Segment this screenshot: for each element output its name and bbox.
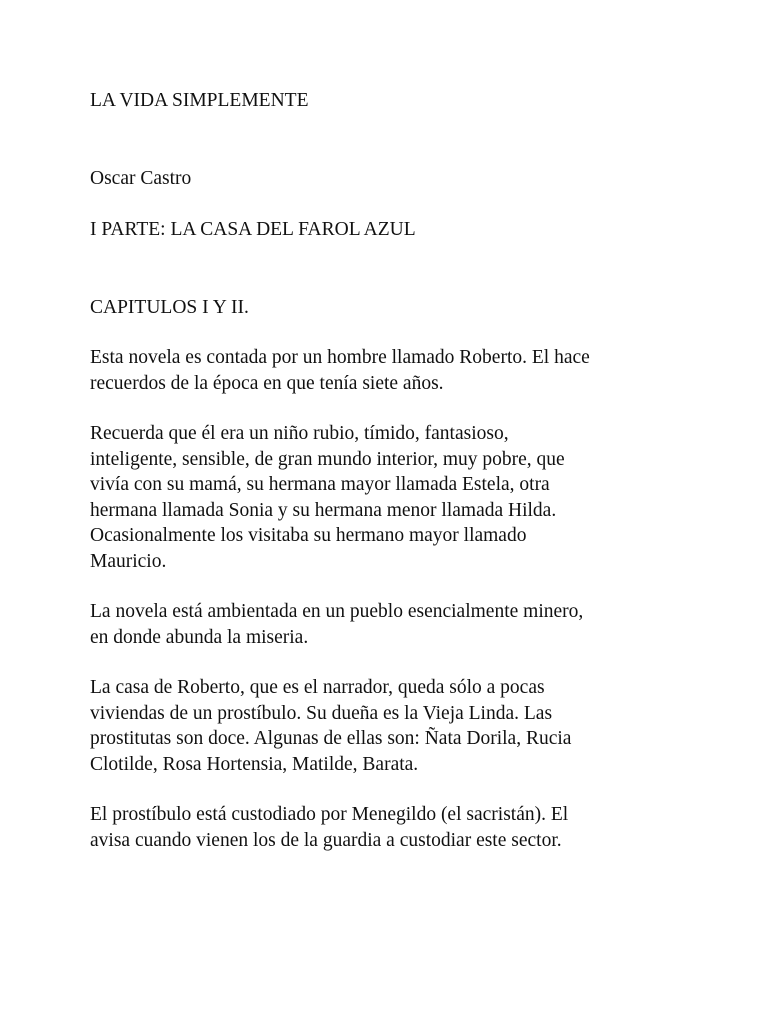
paragraph-line: inteligente, sensible, de gran mundo interior, muy pobre, que bbox=[90, 448, 565, 470]
paragraph-5 bbox=[90, 802, 700, 853]
paragraph-line: hermana llamada Sonia y su hermana menor llamada Hilda. bbox=[90, 499, 557, 521]
paragraph-line: Mauricio. bbox=[90, 550, 167, 572]
part-heading: I PARTE: LA CASA DEL FAROL AZUL bbox=[90, 219, 416, 240]
paragraph-line: Recuerda que él era un niño rubio, tímido, fantasioso, bbox=[90, 423, 509, 444]
paragraph-line: viviendas de un prostíbulo. Su dueña es la Vieja Linda. Las bbox=[90, 702, 553, 724]
paragraph-line: La casa de Roberto, que es el narrador, queda sólo a pocas bbox=[90, 677, 545, 698]
paragraph-line: prostitutas son doce. Algunas de ellas son: Ñata Dorila, Rucia bbox=[90, 728, 572, 749]
paragraph-line: Ocasionalmente los visitaba su hermano mayor llamado bbox=[90, 525, 527, 546]
document-title: LA VIDA SIMPLEMENTE bbox=[90, 90, 309, 111]
paragraph-3 bbox=[90, 599, 700, 650]
paragraph-line: recuerdos de la época en que tenía siete años. bbox=[90, 372, 444, 394]
paragraph-line: Esta novela es contada por un hombre llamado Roberto. El hace bbox=[90, 347, 590, 368]
author-name: Oscar Castro bbox=[90, 167, 192, 189]
chapter-heading: CAPITULOS I Y II. bbox=[90, 296, 249, 318]
paragraph-line: El prostíbulo está custodiado por Menegildo (el sacristán). El bbox=[90, 804, 569, 825]
paragraph-line: en donde abunda la miseria. bbox=[90, 626, 309, 648]
document-page bbox=[90, 88, 700, 853]
paragraph-line: vivía con su mamá, su hermana mayor llamada Estela, otra bbox=[90, 474, 550, 495]
paragraph-4 bbox=[90, 675, 700, 777]
paragraph-line: Clotilde, Rosa Hortensia, Matilde, Barata. bbox=[90, 753, 419, 775]
paragraph-line: La novela está ambientada en un pueblo esencialmente minero, bbox=[90, 601, 584, 622]
paragraph-1 bbox=[90, 345, 700, 396]
paragraph-2 bbox=[90, 421, 700, 574]
paragraph-line: avisa cuando vienen los de la guardia a custodiar este sector. bbox=[90, 829, 562, 851]
